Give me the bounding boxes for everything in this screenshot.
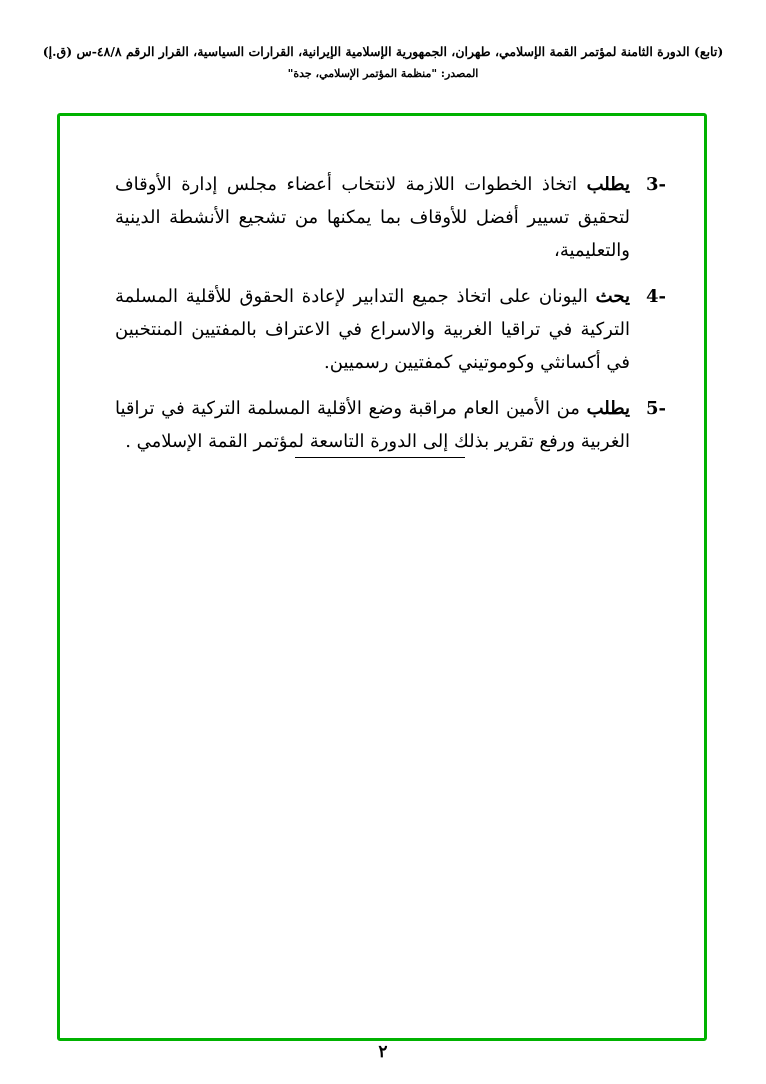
section-end-divider <box>295 457 465 458</box>
clause-body: اتخاذ الخطوات اللازمة لانتخاب أعضاء مجلس إدارة الأوقاف لتحقيق تسيير أفضل للأوقاف بما يمكنها من تشجيع الأنشطة الدينية والتعليمية، <box>115 174 631 261</box>
header-source-line: (تابع) الدورة الثامنة لمؤتمر القمة الإسلامي، طهران، الجمهورية الإسلامية الإيرانية، القرارات السياسية، القرار الرقم ٤٨/٨-س (ق.إ) <box>42 44 724 59</box>
clause-text <box>115 392 630 458</box>
page-number: ٢ <box>378 1042 388 1062</box>
resolution-clause-4 <box>115 280 666 379</box>
resolution-body <box>115 168 666 471</box>
resolution-clause-3 <box>115 168 666 267</box>
clause-number: 3- <box>646 174 666 195</box>
clause-verb: يطلب <box>586 398 630 419</box>
clause-number: 4- <box>646 286 666 307</box>
resolution-clause-5 <box>115 392 666 458</box>
clause-text <box>115 168 630 267</box>
clause-verb: يطلب <box>586 174 630 195</box>
header-publisher-line: المصدر: "منظمة المؤتمر الإسلامي، جدة" <box>287 67 479 80</box>
document-header <box>0 44 766 80</box>
clause-body: من الأمين العام مراقبة وضع الأقلية المسلمة التركية في تراقيا الغربية ورفع تقرير بذلك إلى الدورة التاسعة لمؤتمر القمة الإسلامي . <box>115 398 630 452</box>
clause-number: 5- <box>646 398 666 419</box>
clause-text <box>115 280 630 379</box>
clause-body: اليونان على اتخاذ جميع التدابير لإعادة الحقوق للأقلية المسلمة التركية في تراقيا الغربية والاسراع في الاعتراف بالمفتيين المنتخبين في أكسانثي وكوموتيني كمفتيين رسميين. <box>115 286 630 373</box>
clause-verb: يحث <box>595 286 630 307</box>
